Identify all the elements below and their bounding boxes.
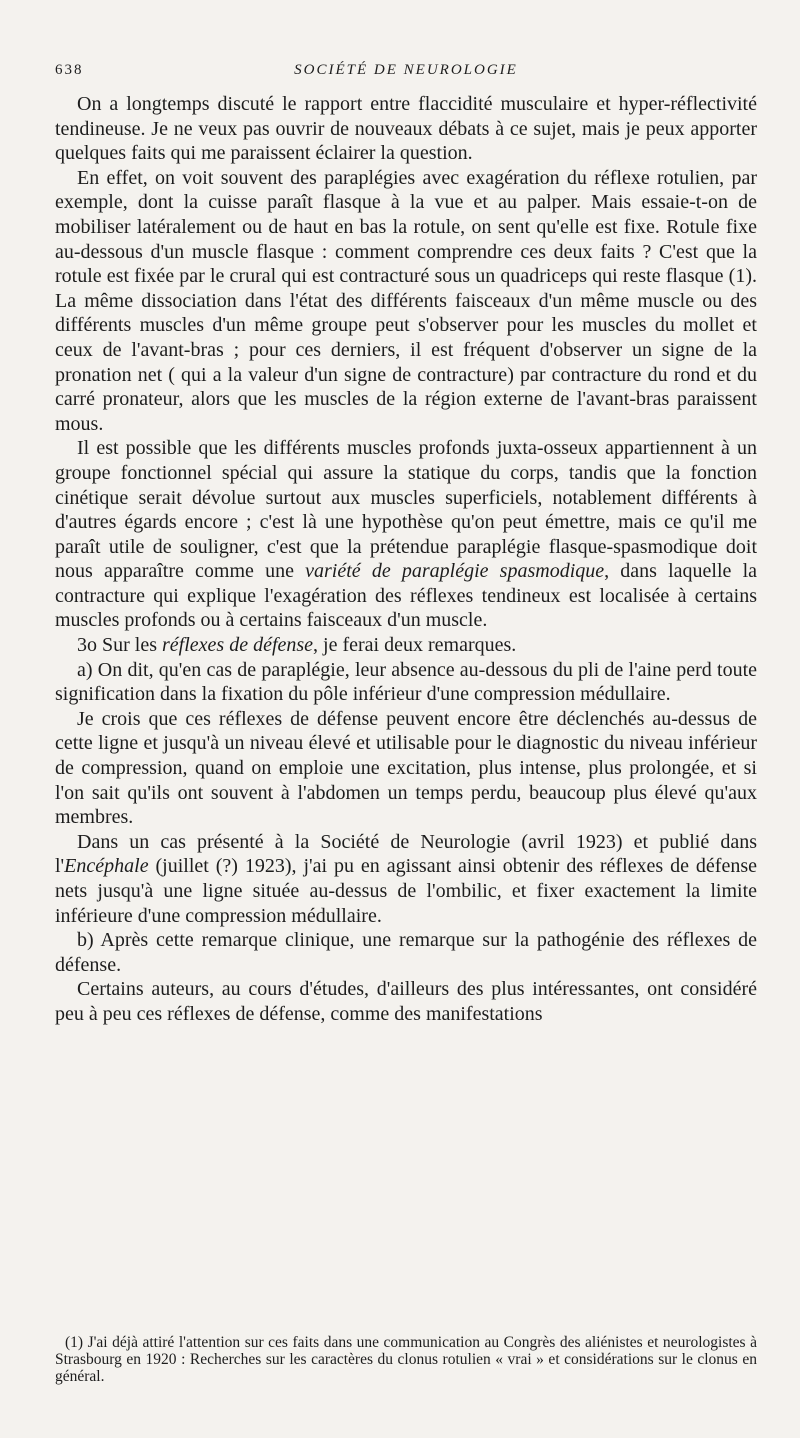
paragraph-text: , je ferai deux remarques.: [313, 634, 517, 657]
page-header: [55, 62, 757, 92]
paragraph: Je crois que ces réflexes de défense peuvent encore être déclenchés au-dessus de cette ligne et jusqu'à un niveau élevé et utilisable pour le diagnostic du niveau inférieur de compression, quand on emploie une excitation, plus intense, plus prolongée, et si l'on sait qu'ils ont souvent à l'abdomen un temps perdu, beaucoup plus élevé qu'aux membres.: [55, 707, 757, 829]
paragraph: On a longtemps discuté le rapport entre flaccidité musculaire et hyper-réflectivité tendineuse. Je ne veux pas ouvrir de nouveaux débats à ce sujet, mais je peux apporter quelques faits qui me paraissent éclairer la question.: [55, 93, 757, 165]
paragraph-text: Dans un cas présenté à la Société de Neurologie (avril 1923) et publié dans l': [55, 830, 757, 878]
paragraph: En effet, on voit souvent des paraplégies avec exagération du réflexe rotulien, par exemple, dont la cuisse paraît flasque à la vue et au palper. Mais essaie-t-on de mobiliser latéralement ou de haut en bas la rotule, on sent qu'elle est fixe. Rotule fixe au-dessous d'un muscle flasque : comment comprendre ces deux faits ? C'est que la rotule est fixée par le crural qui est contracturé sous un quadriceps qui reste flasque (1). La même dissociation dans l'état des différents faisceaux d'un même muscle ou des différents muscles d'un même groupe peut s'observer pour les muscles du mollet et ceux de l'avant-bras ; pour ces derniers, il est fréquent d'observer un signe de la pronation net ( qui a la valeur d'un signe de contracture) par contracture du rond et du carré pronateur, alors que les muscles de la région externe de l'avant-bras paraissent mous.: [55, 166, 757, 435]
italic-phrase: Encéphale: [64, 855, 149, 878]
footnote: (1) J'ai déjà attiré l'attention sur ces faits dans une communication au Congrès des aliénistes et neurologistes à Strasbourg en 1920 : Recherches sur les caractères du clonus rotulien « vrai » et considérations sur le clonus en général.: [55, 1334, 757, 1385]
paragraph-text: , dans laquelle la contracture qui explique l'exagération des réflexes tendineux est localisée à certains muscles profonds ou à certains faisceaux d'un muscle.: [55, 560, 758, 632]
paragraph: b) Après cette remarque clinique, une remarque sur la pathogénie des réflexes de défense.: [55, 929, 757, 976]
paragraph: a) On dit, qu'en cas de paraplégie, leur absence au-dessous du pli de l'aine perd toute signification dans la fixation du pôle inférieur d'une compression médullaire.: [55, 658, 757, 706]
paragraph-text: (juillet (?) 1923), j'ai pu en agissant ainsi obtenir des réflexes de défense nets jusqu'à une ligne située au-dessus de l'ombilic, et fixer exactement la limite inférieure d'une compression médullaire.: [55, 855, 757, 927]
italic-phrase: réflexes de défense: [162, 634, 314, 657]
running-title: SOCIÉTÉ DE NEUROLOGIE: [294, 62, 518, 78]
paragraph: [55, 633, 757, 658]
paragraph: [55, 830, 757, 928]
italic-phrase: variété de paraplégie spasmodique: [305, 560, 605, 583]
paragraph-text: 3o Sur les: [77, 634, 157, 657]
page: [55, 62, 757, 1027]
body-text: [55, 92, 757, 1027]
paragraph: Certains auteurs, au cours d'études, d'ailleurs des plus intéressantes, ont considéré peu à peu ces réflexes de défense, comme des manifestations: [55, 978, 757, 1025]
paragraph-text: Il est possible que les différents muscles profonds juxta-osseux appartiennent à un groupe fonctionnel spécial qui assure la statique du corps, tandis que la fonction cinétique serait dévolue surtout aux muscles superficiels, notablement différents à d'autres égards encore ; c'est là une hypothèse qu'on peut émettre, mais ce qu'il me paraît utile de souligner, c'est que la prétendue paraplégie flasque-spasmodique doit nous apparaître comme une: [55, 437, 757, 583]
paragraph: [55, 436, 757, 633]
page-number: 638: [55, 62, 84, 78]
footnotes: [55, 1334, 757, 1385]
